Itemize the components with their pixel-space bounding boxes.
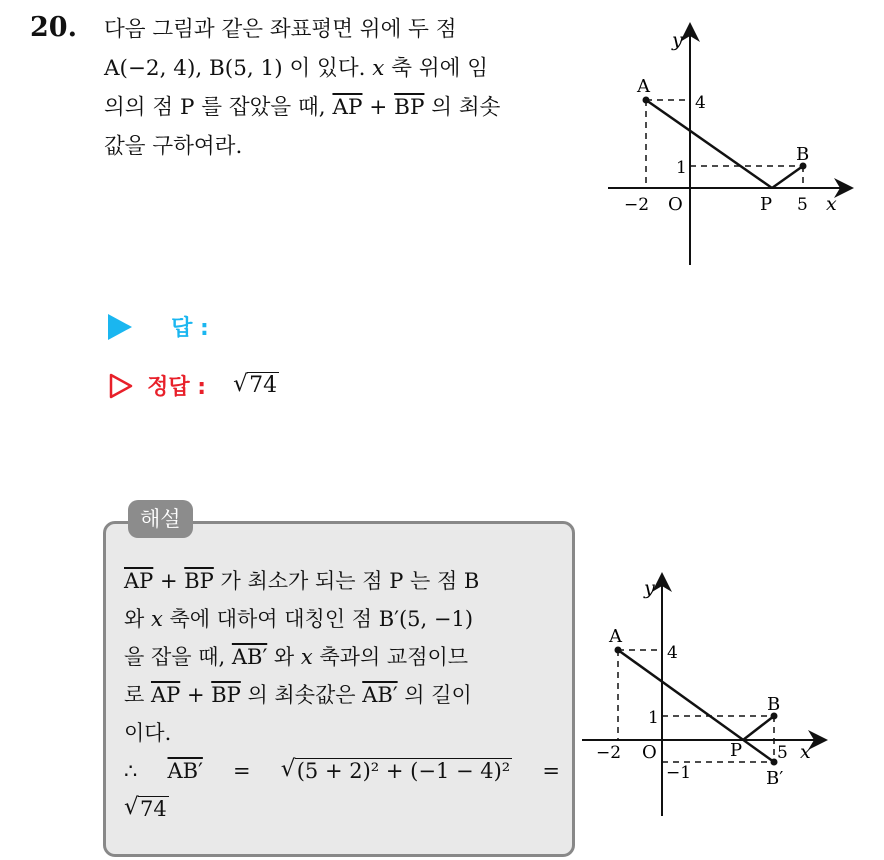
radicand: (5 + 2)² + (−1 − 4)² (296, 759, 511, 783)
point-a-dot (615, 647, 622, 654)
sqrt-symbol (124, 790, 169, 828)
point-b-label: B (767, 694, 781, 715)
x-variable: x (300, 645, 313, 669)
x-axis-label: x (800, 741, 811, 763)
segment-ab-prime: AB′ (231, 645, 268, 669)
x-variable: x (150, 607, 163, 631)
question-line-3 (104, 88, 584, 127)
answer-label: 답 : (171, 316, 209, 341)
tick-label-neg2: −2 (624, 195, 650, 215)
point-bprime-label: B′ (766, 768, 784, 789)
question-text (104, 10, 584, 166)
solution-line-3 (124, 638, 560, 676)
solution-text-part: 로 (124, 683, 151, 707)
radicand: 74 (140, 797, 167, 821)
question-line-4: 값을 구하여라. (104, 134, 243, 159)
question-text-part: A(−2, 4), B(5, 1) 이 있다. (104, 56, 373, 81)
segment-ap-line (646, 100, 772, 188)
y-axis-label: y (672, 29, 683, 51)
coordinate-graph-problem (600, 20, 860, 270)
segment-bp-line (772, 166, 803, 188)
solution-line-1 (124, 562, 560, 600)
tick-label-5: 5 (777, 743, 788, 763)
segment-bp: $\overline{BP}$ (394, 95, 425, 120)
segment-ab-prime: AB′ (362, 683, 398, 707)
sqrt-symbol (233, 373, 279, 398)
solution-text-part: 와 (124, 607, 151, 631)
solution-line-2 (124, 600, 560, 638)
y-axis-label: y (644, 577, 655, 599)
question-number: 20. (30, 12, 77, 43)
solution-text-part: 축과의 교점이므 (312, 645, 469, 669)
plus-sign: + (180, 683, 212, 707)
segment-ap: $\overline{AP}$ (124, 569, 154, 593)
point-a-dot (643, 97, 650, 104)
segment-bp-line (743, 716, 774, 740)
solution-text (124, 562, 560, 828)
question-line-1: 다음 그림과 같은 좌표평면 위에 두 점 (104, 17, 457, 42)
solution-line-5: 이다. (124, 721, 172, 745)
play-outline-icon (108, 372, 134, 400)
solution-tag: 해설 (128, 500, 193, 538)
correct-answer-row (108, 370, 279, 401)
question-text-part: 의의 점 P 를 잡았을 때, (104, 95, 333, 120)
segment-ap: $\overline{AP}$ (150, 683, 181, 707)
origin-label: O (642, 742, 657, 763)
correct-answer-label: 정답 : (147, 375, 207, 400)
coordinate-graph-solution (578, 572, 836, 822)
equals-sign: = (233, 759, 251, 783)
point-p-label: P (730, 740, 743, 761)
solution-text-part: 가 최소가 되는 점 P 는 점 B (213, 569, 480, 593)
solution-line-6 (124, 752, 560, 790)
solution-text-part: 의 길이 (397, 683, 472, 707)
correct-answer-value (233, 373, 279, 398)
segment-ab-prime: AB′ (167, 759, 203, 783)
question-text-part: 의 최솟 (424, 95, 501, 120)
origin-label: O (668, 194, 683, 215)
tick-label-1: 1 (648, 708, 659, 728)
segment-bp: $\overline{BP}$ (211, 683, 241, 707)
answer-row (108, 311, 209, 342)
segment-bp: $\overline{BP}$ (184, 569, 214, 593)
play-icon (108, 314, 132, 340)
point-a-label: A (609, 626, 622, 647)
segment-ap: $\overline{AP}$ (332, 95, 363, 120)
point-b-label: B (796, 144, 810, 165)
plus-sign: + (153, 569, 185, 593)
tick-label-neg1: −1 (666, 763, 692, 783)
x-variable: x (372, 56, 385, 81)
solution-line-4 (124, 676, 560, 714)
solution-text-part: 을 잡을 때, (124, 645, 232, 669)
solution-text-part: 의 최솟값은 (240, 683, 363, 707)
solution-text-part: 축에 대하여 대칭인 점 B′(5, −1) (162, 607, 474, 631)
plus-sign: + (362, 95, 395, 120)
x-axis-label: x (826, 193, 837, 215)
question-line-2 (104, 49, 584, 88)
tick-label-5: 5 (797, 195, 808, 215)
solution-line-7 (124, 790, 560, 828)
point-p-label: P (760, 194, 773, 215)
solution-text-part: 와 (267, 645, 301, 669)
therefore-symbol: ∴ (124, 759, 138, 783)
radicand: 74 (249, 373, 278, 398)
tick-label-1: 1 (676, 158, 687, 178)
tick-label-4: 4 (667, 643, 678, 663)
equals-sign: = (542, 759, 560, 783)
point-a-label: A (637, 76, 650, 97)
question-text-part: 축 위에 임 (384, 56, 488, 81)
tick-label-4: 4 (695, 93, 706, 113)
tick-label-neg2: −2 (596, 743, 622, 763)
sqrt-symbol (281, 752, 513, 790)
